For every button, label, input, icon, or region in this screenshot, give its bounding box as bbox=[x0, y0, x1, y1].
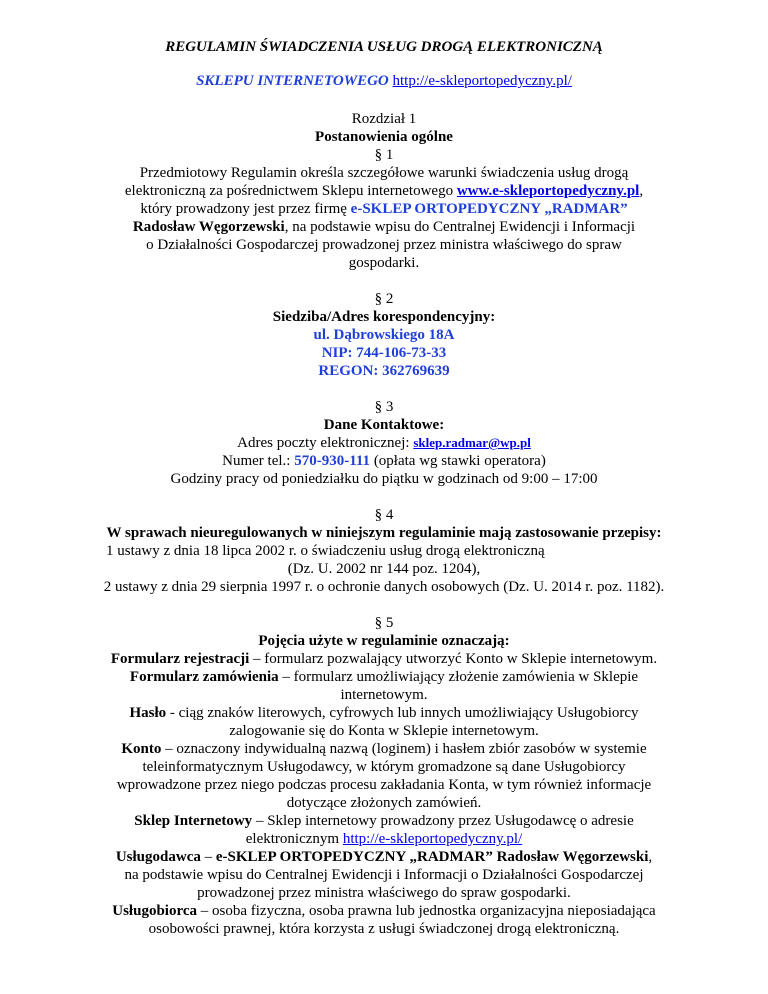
subtitle-label: SKLEPU INTERNETOWEGO bbox=[196, 73, 389, 89]
paragraph-1-line bbox=[0, 182, 768, 200]
chapter-label: Rozdział 1 bbox=[351, 111, 417, 127]
text-fragment: (opłata wg stawki operatora) bbox=[370, 453, 546, 469]
text-fragment: , bbox=[639, 183, 644, 199]
definition-line bbox=[0, 740, 768, 758]
definition-line: na podstawie wpisu do Centralnej Ewidencji i Informacji o Działalności Gospodarczej bbox=[124, 867, 644, 883]
definition-line bbox=[0, 668, 768, 686]
law-item-1: 1 ustawy z dnia 18 lipca 2002 r. o świadczeniu usług drogą elektroniczną bbox=[106, 543, 545, 559]
text-fragment: – Sklep internetowy prowadzony przez Usługodawcę o adresie bbox=[252, 813, 634, 829]
definition-term: Formularz rejestracji bbox=[110, 651, 250, 667]
paragraph-3-heading: Dane Kontaktowe: bbox=[323, 417, 445, 433]
definition-line: internetowym. bbox=[340, 687, 428, 703]
address-line: ul. Dąbrowskiego 18A bbox=[313, 327, 455, 343]
text-fragment: który prowadzony jest przez firmę bbox=[140, 201, 351, 217]
firm-name: e-SKLEP ORTOPEDYCZNY „RADMAR” Radosław Węgorzewski bbox=[215, 849, 649, 865]
definition-line bbox=[0, 650, 768, 668]
text-fragment: elektronicznym bbox=[245, 831, 343, 847]
definition-line: teleinformatycznym Usługodawcy, w którym gromadzone są dane Usługobiorcy bbox=[142, 759, 626, 775]
regon-line: REGON: 362769639 bbox=[318, 363, 450, 379]
law-item-2: 2 ustawy z dnia 29 sierpnia 1997 r. o ochronie danych osobowych (Dz. U. 2014 r. poz. 1182). bbox=[103, 579, 665, 595]
paragraph-4-heading: W sprawach nieuregulowanych w niniejszym regulaminie mają zastosowanie przepisy: bbox=[106, 525, 662, 541]
text-fragment: elektroniczną za pośrednictwem Sklepu internetowego bbox=[124, 183, 457, 199]
paragraph-1-line: o Działalności Gospodarczej prowadzonej przez ministra właściwego do spraw bbox=[146, 237, 622, 253]
email-line bbox=[0, 434, 768, 452]
hours-line: Godziny pracy od poniedziałku do piątku w godzinach od 9:00 – 17:00 bbox=[170, 471, 598, 487]
text-fragment: – formularz umożliwiający złożenie zamówienia w Sklepie bbox=[278, 669, 639, 685]
phone-number: 570-930-111 bbox=[294, 453, 371, 469]
text-fragment: Numer tel.: bbox=[222, 453, 295, 469]
definition-line bbox=[0, 812, 768, 830]
definition-line bbox=[0, 848, 768, 866]
nip-line: NIP: 744-106-73-33 bbox=[321, 345, 447, 361]
owner-name: Radosław Węgorzewski bbox=[132, 219, 285, 235]
text-fragment: Adres poczty elektronicznej: bbox=[237, 435, 414, 451]
text-fragment: – osoba fizyczna, osoba prawna lub jednostka organizacyjna nieposiadająca bbox=[197, 903, 656, 919]
document-subtitle bbox=[0, 72, 768, 90]
definition-line: dotyczące złożonych zamówień. bbox=[286, 795, 482, 811]
text-fragment: – formularz pozwalający utworzyć Konto w Sklepie internetowym. bbox=[249, 651, 658, 667]
shop-url-link[interactable]: http://e-skleportopedyczny.pl/ bbox=[342, 831, 523, 847]
shop-url-link[interactable]: http://e-skleportopedyczny.pl/ bbox=[392, 73, 572, 89]
definition-line bbox=[0, 704, 768, 722]
definition-term: Sklep Internetowy bbox=[134, 813, 253, 829]
chapter-heading: Postanowienia ogólne bbox=[315, 129, 453, 145]
paragraph-2-number: § 2 bbox=[374, 291, 394, 307]
paragraph-1-line bbox=[0, 218, 768, 236]
law-item-1-citation: (Dz. U. 2002 nr 144 poz. 1204), bbox=[287, 561, 481, 577]
text-fragment: – bbox=[200, 849, 216, 865]
document-title: REGULAMIN ŚWIADCZENIA USŁUG DROGĄ ELEKTRONICZNĄ bbox=[165, 39, 603, 55]
firm-name: e-SKLEP ORTOPEDYCZNY „RADMAR” bbox=[350, 201, 628, 217]
paragraph-4-number: § 4 bbox=[374, 507, 394, 523]
definition-line: zalogowanie się do Konta w Sklepie internetowym. bbox=[229, 723, 539, 739]
definition-term: Usługobiorca bbox=[112, 903, 197, 919]
definition-line bbox=[0, 830, 768, 848]
email-link[interactable]: sklep.radmar@wp.pl bbox=[413, 435, 531, 450]
definition-term: Usługodawca bbox=[115, 849, 201, 865]
definition-line: prowadzonej przez ministra właściwego do spraw gospodarki. bbox=[197, 885, 571, 901]
text-fragment: - ciąg znaków literowych, cyfrowych lub innych umożliwiający Usługobiorcy bbox=[166, 705, 639, 721]
paragraph-1-line: gospodarki. bbox=[348, 255, 420, 271]
text-fragment: – oznaczony indywidualną nazwą (loginem) i hasłem zbiór zasobów w systemie bbox=[161, 741, 647, 757]
definition-line: wprowadzone przez niego podczas procesu zakładania Konta, w tym również informacje bbox=[116, 777, 652, 793]
definition-term: Konto bbox=[121, 741, 162, 757]
phone-line bbox=[0, 452, 768, 470]
definition-line: osobowości prawnej, która korzysta z usługi świadczonej drogą elektroniczną. bbox=[148, 921, 620, 937]
text-fragment: , na podstawie wpisu do Centralnej Ewidencji i Informacji bbox=[284, 219, 636, 235]
definition-term: Formularz zamówienia bbox=[129, 669, 279, 685]
paragraph-2-heading: Siedziba/Adres korespondencyjny: bbox=[272, 309, 496, 325]
paragraph-1-line: Przedmiotowy Regulamin określa szczegółowe warunki świadczenia usług drogą bbox=[139, 165, 629, 181]
shop-www-link[interactable]: www.e-skleportopedyczny.pl bbox=[456, 183, 640, 199]
paragraph-3-number: § 3 bbox=[374, 399, 394, 415]
text-fragment: , bbox=[648, 849, 653, 865]
paragraph-1-number: § 1 bbox=[374, 147, 394, 163]
definition-line bbox=[0, 902, 768, 920]
paragraph-5-number: § 5 bbox=[374, 615, 394, 631]
definition-term: Hasło bbox=[129, 705, 167, 721]
paragraph-5-heading: Pojęcia użyte w regulaminie oznaczają: bbox=[258, 633, 510, 649]
paragraph-1-line bbox=[0, 200, 768, 218]
